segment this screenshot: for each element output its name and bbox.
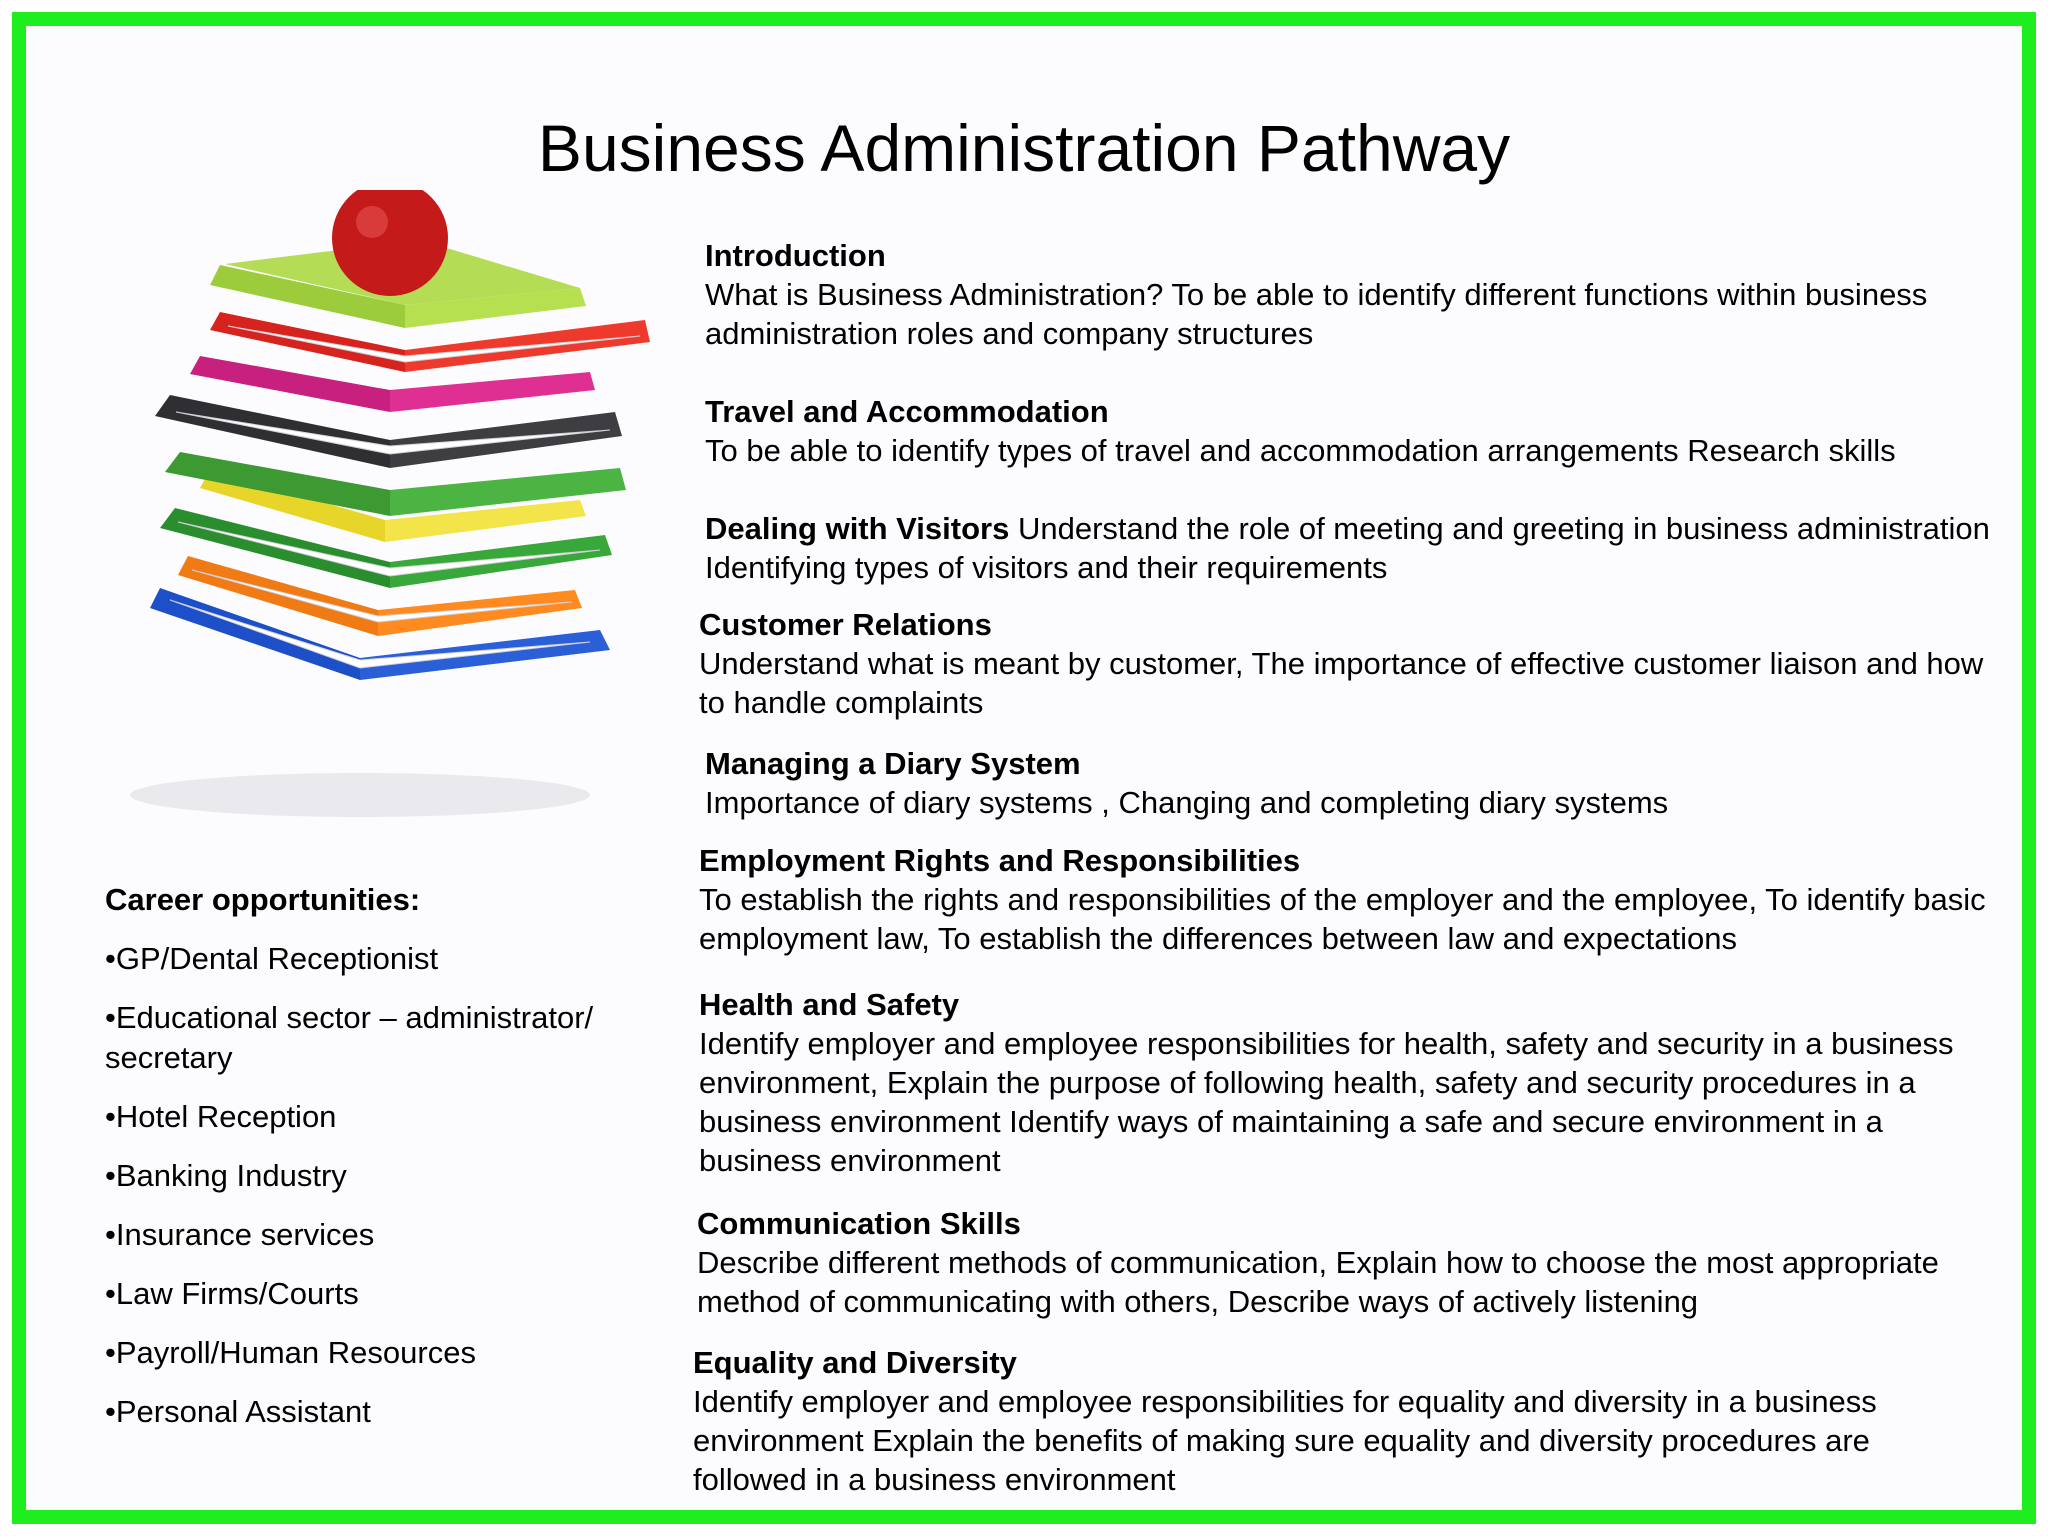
career-item: •Insurance services: [105, 1217, 375, 1252]
career-item: •Payroll/Human Resources: [105, 1335, 476, 1370]
career-item: •GP/Dental Receptionist: [105, 941, 439, 976]
section-heading: Health and Safety: [699, 987, 960, 1022]
section-text: To establish the rights and responsibilities of the employer and the employee, To identify basic employment law, To establish the differences between law and expectations: [699, 882, 1986, 956]
section-text: Understand what is meant by customer, The importance of effective customer liaison and how to handle complaints: [699, 646, 1984, 720]
page-title: Business Administration Pathway: [537, 111, 1511, 185]
section-heading: Equality and Diversity: [693, 1345, 1017, 1380]
career-opportunities: [105, 880, 665, 1451]
section-heading: Dealing with Visitors: [705, 511, 1010, 546]
career-item: •Law Firms/Courts: [105, 1276, 359, 1311]
section-text: Describe different methods of communication, Explain how to choose the most appropriate method of communicating with others, Describe ways of actively listening: [697, 1245, 1939, 1319]
section-diary-system: [705, 744, 2005, 822]
section-text: To be able to identify types of travel and accommodation arrangements Research skills: [705, 433, 1896, 468]
section-travel-accommodation: [705, 392, 2005, 470]
section-introduction: [705, 236, 2005, 353]
section-dealing-visitors: [705, 509, 2005, 587]
section-heading: Communication Skills: [697, 1206, 1021, 1241]
career-item: •Educational sector – administrator/ secretary: [105, 1000, 594, 1075]
career-item: •Hotel Reception: [105, 1099, 337, 1134]
section-heading: Customer Relations: [699, 607, 992, 642]
section-communication-skills: [697, 1204, 1997, 1321]
section-employment-rights: [699, 841, 2019, 958]
section-health-safety: [699, 985, 1959, 1180]
section-text: Importance of diary systems , Changing and completing diary systems: [705, 785, 1669, 820]
career-item: •Personal Assistant: [105, 1394, 371, 1429]
section-heading: Introduction: [705, 238, 886, 273]
section-heading: Managing a Diary System: [705, 746, 1081, 781]
section-text: Identify employer and employee responsibilities for health, safety and security in a business environment, Explain the purpose of following health, safety and security procedures in a business environment Identify ways of maintaining a safe and secure environment in a business environment: [699, 1026, 1954, 1178]
career-heading: Career opportunities:: [105, 882, 421, 917]
career-item: •Banking Industry: [105, 1158, 347, 1193]
section-customer-relations: [699, 605, 1999, 722]
section-text: Understand the role of meeting and greeting in business administration Identifying types of visitors and their requirements: [705, 511, 1990, 585]
section-text: Identify employer and employee responsibilities for equality and diversity in a business environment Explain the benefits of making sure equality and diversity procedures are followed in a business environment: [693, 1384, 1877, 1497]
section-heading: Travel and Accommodation: [705, 394, 1109, 429]
section-equality-diversity: [693, 1343, 1973, 1499]
books-apple-image: [60, 190, 660, 830]
section-text: What is Business Administration? To be able to identify different functions within business administration roles and company structures: [705, 277, 1928, 351]
section-heading: Employment Rights and Responsibilities: [699, 843, 1301, 878]
